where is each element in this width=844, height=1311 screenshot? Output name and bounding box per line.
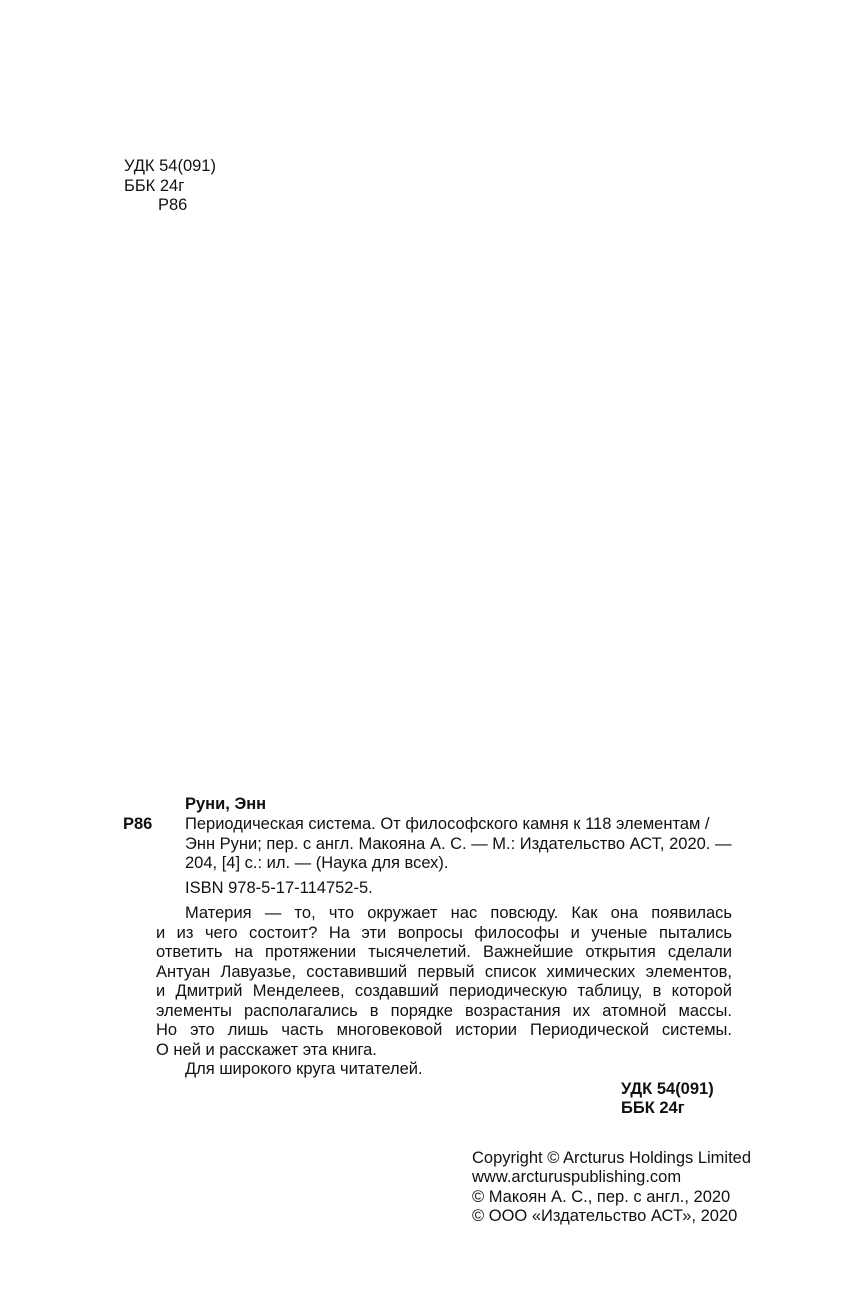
- bbk-code-top: ББК 24г: [124, 177, 185, 195]
- annotation-line-6: элементы располагались в порядке возрастания их атомной массы.: [156, 1002, 732, 1020]
- copyright-line-2: www.arcturuspublishing.com: [472, 1168, 682, 1186]
- catalog-title-line-2: Энн Руни; пер. с англ. Макояна А. С. — М.: Издательство АСТ, 2020. —: [185, 835, 732, 853]
- annotation-line-2: и из чего состоит? На эти вопросы философы и ученые пытались: [156, 924, 732, 942]
- audience-note: Для широкого круга читателей.: [185, 1060, 423, 1078]
- catalog-title-line-3: 204, [4] с.: ил. — (Наука для всех).: [185, 854, 449, 872]
- annotation-line-4: Антуан Лавуазье, составивший первый список химических элементов,: [156, 963, 732, 981]
- annotation-line-5: и Дмитрий Менделеев, создавший периодическую таблицу, в которой: [156, 982, 732, 1000]
- copyright-line-1: Copyright © Arcturus Holdings Limited: [472, 1149, 752, 1167]
- annotation-line-3: ответить на протяжении тысячелетий. Важнейшие открытия сделали: [156, 943, 732, 961]
- catalog-author-mark: Р86: [123, 815, 153, 833]
- copyright-line-3: © Макоян А. С., пер. с англ., 2020: [472, 1188, 731, 1206]
- udk-code-bottom: УДК 54(091): [621, 1080, 714, 1098]
- annotation-line-8: О ней и расскажет эта книга.: [156, 1041, 377, 1059]
- annotation-line-1: Материя — то, что окружает нас повсюду. Как она появилась: [185, 904, 732, 922]
- bbk-code-bottom: ББК 24г: [621, 1099, 685, 1117]
- catalog-title-line-1: Периодическая система. От философского камня к 118 элементам /: [185, 815, 710, 833]
- catalog-isbn: ISBN 978-5-17-114752-5.: [185, 879, 373, 897]
- copyright-line-4: © ООО «Издательство АСТ», 2020: [472, 1207, 738, 1225]
- annotation-line-7: Но это лишь часть многовековой истории Периодической системы.: [156, 1021, 732, 1039]
- udk-code-top: УДК 54(091): [124, 157, 216, 175]
- catalog-author: Руни, Энн: [185, 795, 267, 813]
- author-mark-top: Р86: [158, 196, 188, 214]
